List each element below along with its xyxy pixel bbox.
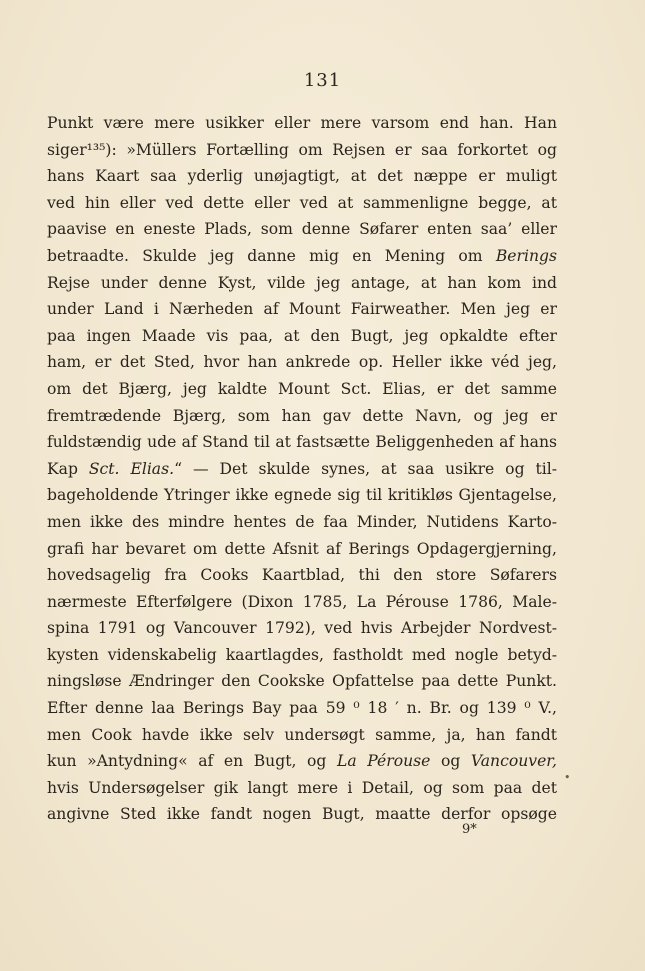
text-line: nærmeste Efterfølgere (Dixon 1785, La Pérouse 1786, Male-: [47, 592, 557, 611]
text-segment: “ — Det skulde synes, at saa usikre og til-: [174, 459, 557, 478]
text-line: [47, 456, 557, 483]
italic-name: La Pérouse: [336, 752, 431, 771]
text-line: men Cook havde ikke selv undersøgt samme, ja, han fandt: [47, 725, 557, 744]
italic-name: Berings: [495, 246, 557, 265]
page-number: 131: [303, 70, 342, 91]
text-line: siger¹³⁵): »Müllers Fortælling om Rejsen er saa forkortet og: [47, 140, 557, 159]
text-line: men ikke des mindre hentes de faa Minder, Nutidens Karto-: [47, 512, 557, 531]
text-line: [47, 748, 557, 775]
text-line: spina 1791 og Vancouver 1792), ved hvis Arbejder Nordvest-: [47, 619, 557, 638]
text-line: angivne Sted ikke fandt nogen Bugt, maatte derfor opsøge: [47, 805, 557, 824]
text-line: ningsløse Ændringer den Cookske Opfattelse paa dette Punkt.: [47, 672, 557, 691]
text-line: hans Kaart saa yderlig unøjagtigt, at det næppe er muligt: [47, 167, 557, 186]
text-line: ved hin eller ved dette eller ved at sammenligne begge, at: [47, 193, 557, 212]
text-line: hvis Undersøgelser gik langt mere i Detail, og som paa det: [47, 778, 557, 797]
text-line: paa ingen Maade vis paa, at den Bugt, jeg opkaldte efter: [47, 326, 557, 345]
text-line: bageholdende Ytringer ikke egnede sig til kritikløs Gjentagelse,: [47, 486, 557, 505]
text-segment: Kap: [47, 459, 89, 478]
text-line: kysten videnskabelig kaartlagdes, fastholdt med nogle betyd-: [47, 645, 557, 664]
text-line: Punkt være mere usikker eller mere varsom end han. Han: [47, 114, 557, 132]
body-text: [47, 110, 557, 828]
text-line: [47, 243, 557, 270]
text-segment: kun »Antydning« af en Bugt, og: [47, 752, 337, 771]
text-line: under Land i Nærheden af Mount Fairweather. Men jeg er: [47, 300, 557, 319]
text-line: fremtrædende Bjærg, som han gav dette Navn, og jeg er: [47, 406, 557, 425]
text-line: om det Bjærg, jeg kaldte Mount Sct. Elias, er det samme: [47, 379, 557, 398]
text-line: hovedsagelig fra Cooks Kaartblad, thi den store Søfarers: [47, 566, 557, 585]
text-line: fuldstændig ude af Stand til at fastsætte Beliggenheden af hans: [47, 433, 557, 452]
text-segment: og: [430, 752, 471, 771]
text-line: Rejse under denne Kyst, vilde jeg antage, at han kom ind: [47, 273, 557, 292]
text-line: Efter denne laa Berings Bay paa 59 ⁰ 18 ′ n. Br. og 139 ⁰ V.,: [47, 699, 557, 718]
italic-name: Vancouver,: [470, 752, 557, 771]
signature-mark: 9*: [462, 822, 477, 837]
italic-name: Sct. Elias.: [88, 459, 175, 478]
text-segment: betraadte. Skulde jeg danne mig en Mening om: [47, 246, 496, 265]
margin-mark: •: [564, 771, 571, 784]
text-line: paavise en eneste Plads, som denne Søfarer enten saa’ eller: [47, 220, 557, 239]
text-line: grafi har bevaret om dette Afsnit af Berings Opdagergjerning,: [47, 539, 557, 558]
text-line: ham, er det Sted, hvor han ankrede op. Heller ikke véd jeg,: [47, 353, 557, 372]
